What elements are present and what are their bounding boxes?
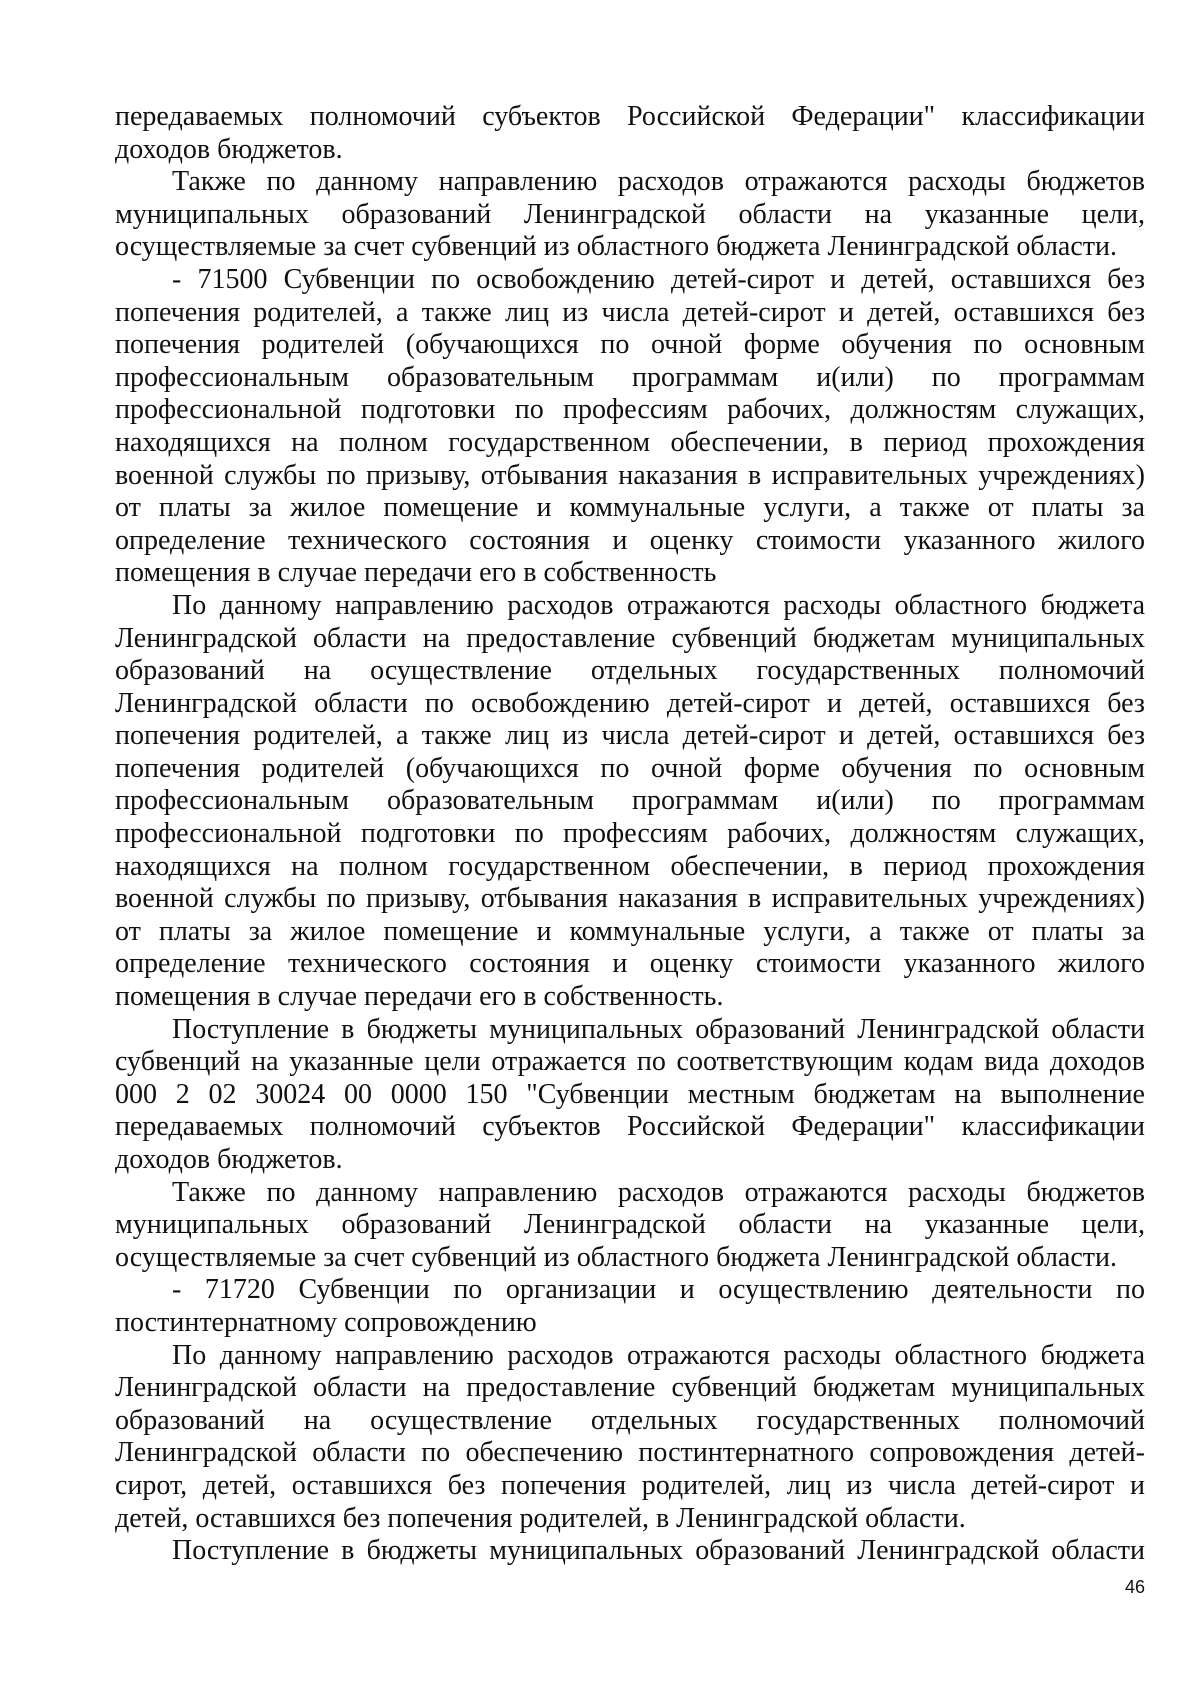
text-line: от платы за жилое помещение и коммунальные услуги, а также от платы за	[115, 492, 1145, 524]
text-line: профессиональной подготовки по профессиям рабочих, должностям служащих,	[115, 394, 1145, 426]
text-line: определение технического состояния и оценку стоимости указанного жилого	[115, 524, 1145, 556]
text-line: осуществляемые за счет субвенций из областного бюджета Ленинградской области.	[115, 1241, 1118, 1273]
text-line: попечения родителей, а также лиц из числа детей-сирот и детей, оставшихся без	[115, 296, 1145, 328]
text-line: от платы за жилое помещение и коммунальные услуги, а также от платы за	[115, 915, 1145, 947]
document-body	[115, 101, 1145, 1568]
text-line: Ленинградской области по обеспечению постинтернатного сопровождения детей-	[115, 1437, 1145, 1469]
text-line: Поступление в бюджеты муниципальных образований Ленинградской области	[172, 1013, 1145, 1045]
text-line: попечения родителей (обучающихся по очной форме обучения по основным	[115, 752, 1145, 784]
text-line: Поступление в бюджеты муниципальных образований Ленинградской области	[172, 1535, 1145, 1567]
text-line: профессиональным образовательным программам и(или) по программам	[115, 361, 1145, 393]
text-line: доходов бюджетов.	[115, 133, 343, 165]
text-line: Ленинградской области на предоставление субвенций бюджетам муниципальных	[115, 622, 1145, 654]
paragraph	[115, 1177, 1145, 1275]
text-line: муниципальных образований Ленинградской области на указанные цели,	[115, 1209, 1145, 1241]
paragraph	[115, 101, 1145, 166]
text-line: передаваемых полномочий субъектов Российской Федерации" классификации	[115, 101, 1145, 132]
text-line: Также по данному направлению расходов отражаются расходы бюджетов	[172, 1176, 1145, 1208]
text-line: сирот, детей, оставшихся без попечения родителей, лиц из числа детей-сирот и	[115, 1469, 1145, 1501]
text-line: военной службы по призыву, отбывания наказания в исправительных учреждениях)	[115, 459, 1145, 491]
text-line: Также по данному направлению расходов отражаются расходы бюджетов	[172, 166, 1145, 198]
text-line: муниципальных образований Ленинградской области на указанные цели,	[115, 198, 1145, 230]
text-line: образований на осуществление отдельных государственных полномочий	[115, 1404, 1145, 1436]
text-line: По данному направлению расходов отражаются расходы областного бюджета	[172, 589, 1145, 621]
paragraph	[115, 166, 1145, 264]
text-line: попечения родителей (обучающихся по очной форме обучения по основным	[115, 329, 1145, 361]
text-line: осуществляемые за счет субвенций из областного бюджета Ленинградской области.	[115, 231, 1118, 263]
text-line: доходов бюджетов.	[115, 1144, 343, 1175]
text-line: попечения родителей, а также лиц из числа детей-сирот и детей, оставшихся без	[115, 720, 1145, 752]
paragraph	[115, 264, 1145, 590]
text-line: Ленинградской области на предоставление субвенций бюджетам муниципальных	[115, 1372, 1145, 1404]
text-line: - 71720 Субвенции по организации и осуществлению деятельности по	[172, 1274, 1145, 1306]
text-line: 000 2 02 30024 00 0000 150 "Субвенции местным бюджетам на выполнение	[115, 1078, 1145, 1110]
text-line: находящихся на полном государственном обеспечении, в период прохождения	[115, 426, 1145, 458]
text-line: военной службы по призыву, отбывания наказания в исправительных учреждениях)	[115, 883, 1145, 915]
text-line: определение технического состояния и оценку стоимости указанного жилого	[115, 948, 1145, 980]
text-line: передаваемых полномочий субъектов Российской Федерации" классификации	[115, 1111, 1145, 1143]
text-line: образований на осуществление отдельных государственных полномочий	[115, 655, 1145, 687]
paragraph	[115, 1014, 1145, 1177]
text-line: По данному направлению расходов отражаются расходы областного бюджета	[172, 1339, 1145, 1371]
text-line: профессиональным образовательным программам и(или) по программам	[115, 785, 1145, 817]
text-line: постинтернатному сопровождению	[115, 1306, 537, 1338]
text-line: субвенций на указанные цели отражается по соответствующим кодам вида доходов	[115, 1046, 1145, 1078]
paragraph	[115, 1535, 1145, 1568]
paragraph	[115, 590, 1145, 1014]
text-line: находящихся на полном государственном обеспечении, в период прохождения	[115, 850, 1145, 882]
text-line: детей, оставшихся без попечения родителей, в Ленинградской области.	[115, 1502, 966, 1534]
paragraph	[115, 1340, 1145, 1536]
text-line: помещения в случае передачи его в собственность	[115, 557, 717, 589]
page-number: 46	[1124, 1577, 1145, 1597]
text-line: Ленинградской области по освобождению детей-сирот и детей, оставшихся без	[115, 687, 1145, 719]
paragraph	[115, 1274, 1145, 1339]
text-line: профессиональной подготовки по профессиям рабочих, должностям служащих,	[115, 818, 1145, 850]
text-line: помещения в случае передачи его в собственность.	[115, 981, 724, 1013]
text-line: - 71500 Субвенции по освобождению детей-сирот и детей, оставшихся без	[172, 263, 1145, 295]
